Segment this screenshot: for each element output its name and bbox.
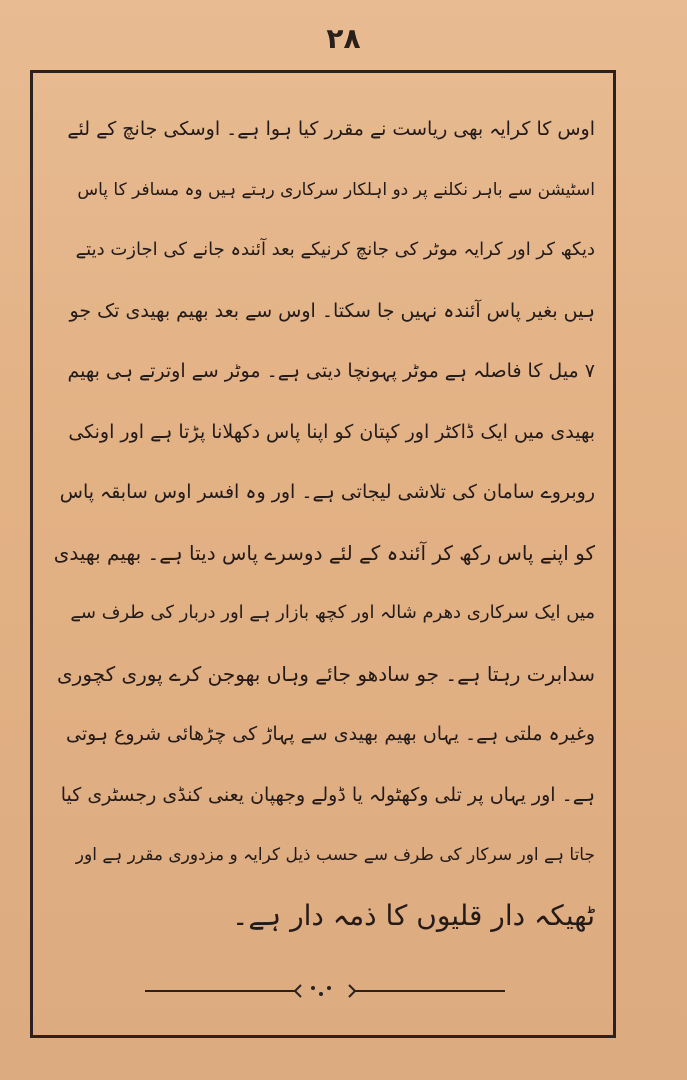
body-text <box>53 99 595 946</box>
text-line: جاتا ہے اور سرکار کی طرف سے حسب ذیل کرایہ و مزدوری مقرر ہے اور <box>75 845 595 865</box>
text-frame <box>30 70 616 1038</box>
section-divider-ornament <box>145 979 505 1003</box>
text-line: میں ایک سرکاری دھرم شالہ اور کچھ بازار ہے اور دربار کی طرف سے <box>70 602 595 623</box>
text-line: اسٹیشن سے باہر نکلنے پر دو اہلکار سرکاری رہتے ہیں وہ مسافر کا پاس <box>77 179 595 200</box>
text-line: ہے۔ اور یہاں پر تلی وکھٹولہ یا ڈولے وجھپان یعنی کنڈی رجسٹری کیا <box>60 783 595 806</box>
text-line: ٹھیکہ دار قلیوں کا ذمہ دار ہے۔ <box>231 898 595 932</box>
text-line: ہیں بغیر پاس آئندہ نہیں جا سکتا۔ اوس سے بعد بھیم بھیدی تک جو <box>69 299 595 322</box>
page-number: ۲۸ <box>326 22 361 55</box>
text-line: سدابرت رہتا ہے۔ جو سادھو جائے وہاں بھوجن کرے پوری کچوری <box>57 661 595 686</box>
text-line: ۷ میل کا فاصلہ ہے موٹر پہونچا دیتی ہے۔ موٹر سے اوترتے ہی بھیم <box>67 360 595 382</box>
text-line: کو اپنے پاس رکھ کر آئندہ کے لئے دوسرے پاس دیتا ہے۔ بھیم بھیدی <box>53 540 595 565</box>
text-line: دیکھ کر اور کرایہ موٹر کی جانچ کرنیکے بعد آئندہ جانے کی اجازت دیتے <box>75 239 595 260</box>
text-line: بھیدی میں ایک ڈاکٹر اور کپتان کو اپنا پاس دکھلانا پڑتا ہے اور اونکی <box>68 420 595 443</box>
text-line: اوس کا کرایہ بھی ریاست نے مقرر کیا ہوا ہے۔ اوسکی جانچ کے لئے <box>67 118 595 140</box>
text-line: روبروے سامان کی تلاشی لیجاتی ہے۔ اور وہ افسر اوس سابقہ پاس <box>59 481 595 503</box>
text-line: وغیرہ ملتی ہے۔ یہاں بھیم بھیدی سے پہاڑ کی چڑھائی شروع ہوتی <box>65 723 595 745</box>
